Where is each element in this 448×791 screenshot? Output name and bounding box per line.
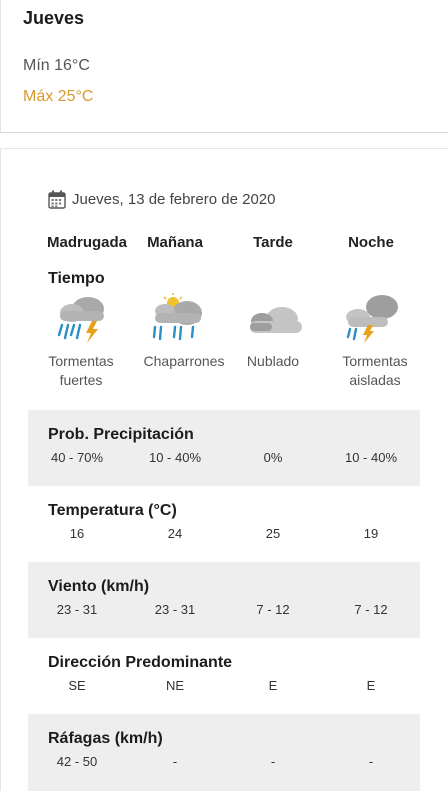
value-cell: 23 - 31 — [154, 602, 196, 617]
storm-isolated-icon — [342, 293, 402, 345]
value-cell: 10 - 40% — [148, 450, 202, 465]
weather-section-title: Tiempo — [48, 270, 105, 287]
value-cell: E — [366, 678, 376, 693]
wind-row — [28, 562, 420, 638]
row-title: Prob. Precipitación — [48, 426, 194, 443]
date-header — [48, 188, 275, 210]
value-cell: 10 - 40% — [344, 450, 398, 465]
gusts-row — [28, 714, 420, 791]
value-cell: 7 - 12 — [354, 602, 388, 617]
value-cell: 24 — [167, 526, 183, 541]
value-cell: - — [270, 754, 276, 769]
row-title: Temperatura (°C) — [48, 502, 177, 519]
period-manana: Mañana — [147, 234, 203, 251]
period-noche: Noche — [348, 234, 394, 251]
value-cell: 19 — [363, 526, 379, 541]
showers-sun-icon — [147, 293, 207, 345]
value-cell: 7 - 12 — [256, 602, 290, 617]
value-cell: 0% — [263, 450, 283, 465]
value-cell: 25 — [265, 526, 281, 541]
row-title: Viento (km/h) — [48, 578, 150, 595]
temperature-row — [28, 486, 420, 562]
day-summary-card — [0, 0, 448, 133]
weather-desc-noche — [325, 352, 425, 390]
weather-desc-line: Chaparrones — [143, 353, 225, 369]
weather-desc-line: Tormentas — [48, 353, 114, 369]
value-cell: - — [368, 754, 374, 769]
weather-desc-line: fuertes — [59, 372, 103, 388]
weather-desc-line: Nublado — [246, 353, 300, 369]
period-madrugada: Madrugada — [46, 234, 127, 251]
weather-desc-madrugada — [31, 352, 131, 390]
min-temperature: Mín 16°C — [23, 57, 90, 74]
period-tarde: Tarde — [253, 234, 293, 251]
value-cell: 23 - 31 — [56, 602, 98, 617]
value-cell: NE — [165, 678, 185, 693]
value-cell: 16 — [69, 526, 85, 541]
max-temperature: Máx 25°C — [23, 88, 94, 105]
wind-direction-row — [28, 638, 420, 714]
value-cell: E — [268, 678, 278, 693]
row-title: Dirección Predominante — [48, 654, 233, 671]
value-cell: - — [172, 754, 178, 769]
cloudy-icon — [244, 293, 304, 345]
weather-desc-line: aisladas — [349, 372, 401, 388]
weather-desc-manana — [134, 352, 234, 371]
storm-heavy-icon — [50, 293, 110, 345]
day-title: Jueves — [23, 8, 85, 28]
value-cell: 40 - 70% — [50, 450, 104, 465]
period-header — [0, 234, 448, 254]
forecast-date: Jueves, 13 de febrero de 2020 — [72, 190, 276, 208]
row-title: Ráfagas (km/h) — [48, 730, 163, 747]
value-cell: 42 - 50 — [56, 754, 98, 769]
weather-desc-line: Tormentas — [342, 353, 408, 369]
weather-desc-tarde — [223, 352, 323, 371]
value-cell: SE — [68, 678, 86, 693]
calendar-icon — [48, 190, 66, 209]
precipitation-row — [28, 410, 420, 486]
